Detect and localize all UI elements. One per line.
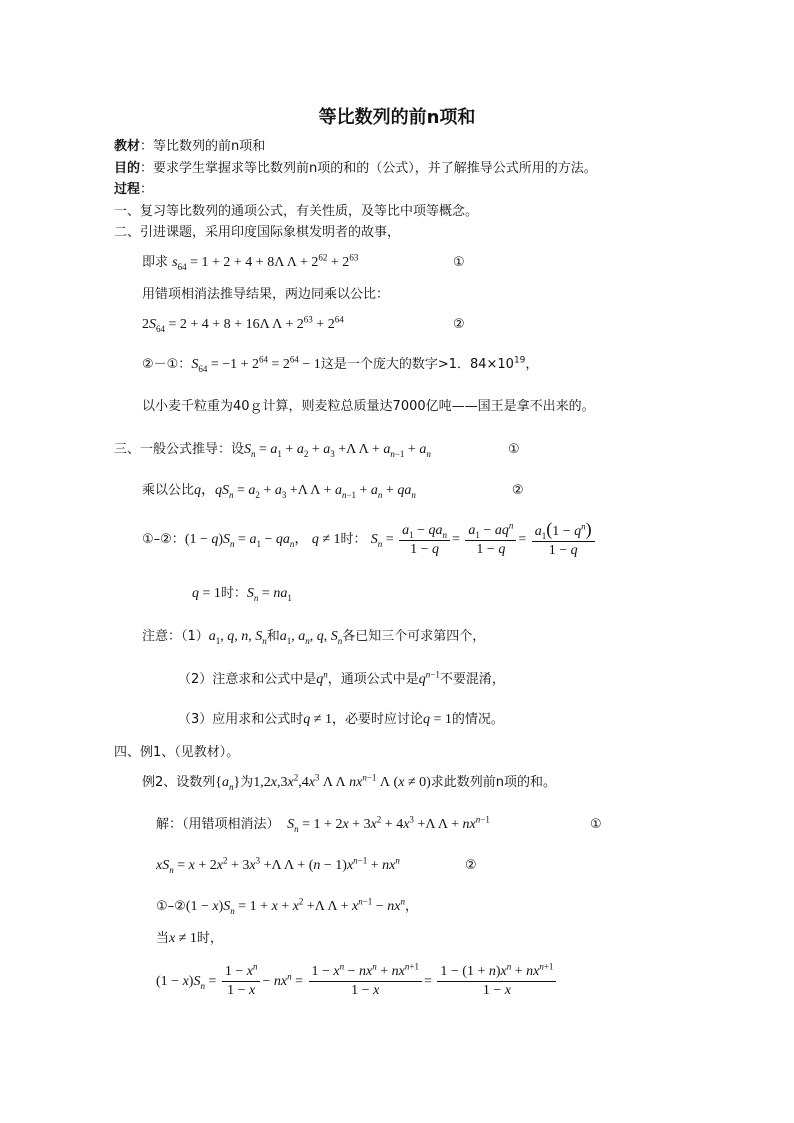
ex2-tag1: ① — [590, 817, 602, 832]
s2-line-e: 以小麦千粒重为40ｇ计算，则麦粒总质量达7000亿吨——国王是拿不出来的。 — [142, 399, 595, 414]
ex2-tag2: ② — [465, 858, 477, 873]
process-label: 过程 — [114, 182, 141, 197]
s3-note3 — [178, 711, 504, 729]
s2-line-d-formula: $S_{64} = -1 + 2^{64} = 2^{64} - 1$ — [191, 354, 321, 374]
material-line — [114, 138, 265, 156]
goal-text: ：要求学生掌握求等比数列前n项的和的（公式），并了解推导公式所用的方法。 — [140, 161, 597, 176]
s3-mult — [142, 482, 416, 500]
section-4: 四、例1、（见教材）。 — [114, 745, 240, 760]
s2-line-b: 用错项相消法推导结果，两边同乘以公比： — [142, 287, 390, 302]
ex2-sol-prefix: 解：（用错项相消法） — [156, 817, 280, 832]
s3-note3-b: ，必要时应讨论 — [331, 712, 423, 727]
s2-line-d-suffix: 这是一个庞大的数字>1．84×10 — [320, 357, 514, 372]
ex2-xsn — [156, 857, 400, 875]
process-line — [114, 181, 153, 199]
goal-label: 目的 — [114, 161, 141, 176]
section-3-prefix: 三、一般公式推导：设 — [114, 442, 245, 457]
s3-note2-c: 不要混淆， — [439, 672, 505, 687]
section-1: 一、复习等比数列的通项公式，有关性质，及等比中项等概念。 — [114, 204, 479, 219]
s3-sum-formula: $S_n$ = $\frac{a_1 - qa_n}{1 - q}$ = $\frac{a_1 - aq^n}{1 - q}$ = $\frac{a_1(1 - q^n)}{1 - q}$ — [371, 532, 597, 547]
s3-note2 — [178, 671, 505, 689]
s2-line-d-prefix: ②－①： — [142, 357, 192, 372]
material-label: 教材 — [114, 139, 141, 154]
ex2-final-formula: $(1 - x)S_n$ = $\frac{1 - x^n}{1 - x}$ − $nx^n$ = $\frac{1 - x^n - nx^n + nx^{n+1}}{1 - x}$ = $\frac{1 - (1 + n)x^n + nx^{n+1}}{1 - x}$ — [156, 974, 558, 989]
s3-note1-set1: $a_1$, q, n, $S_n$ — [208, 629, 267, 646]
s3-cond-text: 时： — [340, 532, 367, 548]
s2-eq2-tag: ② — [453, 317, 465, 332]
ex2-suffix: 求此数列前n项的和。 — [430, 775, 557, 790]
ex2-seq-name: $\{a_n\}$ — [215, 775, 241, 792]
ex2-prefix: 例2、设数列 — [142, 775, 216, 790]
s3-mult-prefix: 乘以公比 — [142, 483, 195, 498]
s3-diff — [142, 520, 597, 560]
s2-eq1-prefix: 即求 — [142, 255, 169, 270]
s3-note1-end: 各已知三个可求第四个， — [342, 629, 486, 644]
s3-eq1-tag: ① — [508, 442, 520, 457]
s2-eq2-formula: $2S_{64} = 2 + 4 + 8 + 16\Lambda$ $\Lambda + 2^{63} + 2^{64}$ — [142, 314, 344, 334]
s3-note2-qn1: $q^{n-1}$ — [418, 669, 440, 687]
ex2-cond — [156, 930, 223, 948]
s3-mult-formula: q，$qS_n = a_2 + a_3 +\Lambda$ $\Lambda + a_{n-1} + a_n + qa_n$ — [194, 483, 416, 500]
ex2-sol-formula: $S_n = 1 + 2x + 3x^2 + 4x^3 +\Lambda$ $\Lambda + nx^{n-1}$ — [283, 814, 490, 834]
ex2-final — [156, 962, 558, 1002]
s3-eq1-formula: $S_n = a_1 + a_2 + a_3 +\Lambda$ $\Lambda + a_{n-1} + a_n$ — [244, 442, 431, 459]
s3-note1-mid: 和 — [266, 629, 280, 644]
ex2-cond-prefix: 当 — [156, 931, 170, 946]
ex2-mid: 为 — [240, 775, 254, 790]
s3-note2-b: ，通项公式中是 — [327, 672, 419, 687]
s3-note2-a: （2）注意求和公式中是 — [178, 672, 317, 687]
s3-q1 — [192, 585, 292, 603]
s3-eq2-tag: ② — [512, 483, 524, 498]
page-title: 等比数列的前n项和 — [318, 107, 476, 128]
s3-q1-formula: $S_n = na_1$ — [246, 586, 292, 603]
s3-diff-formula: $(1 - q)S_n = a_1 - qa_n$， q ≠ 1 — [184, 532, 341, 550]
section-3 — [114, 441, 431, 459]
ex2-diff-prefix: ①–② — [156, 899, 186, 914]
material-text: ：等比数列的前n项和 — [140, 139, 266, 154]
s3-note1 — [142, 628, 485, 646]
ex2-xsn-formula: $xS_n = x + 2x^2 + 3x^3 +\Lambda$ $\Lambda + (n - 1)x^{n-1} + nx^n$ — [156, 855, 400, 875]
ex2-sol — [156, 816, 490, 834]
ex2-cond-suffix: 时， — [196, 931, 223, 946]
ex2-diff-formula: $(1 - x)S_n = 1 + x + x^2 +\Lambda$ $\Lambda + x^{n-1} - nx^n$ — [185, 896, 405, 916]
s3-note1-set2: $a_1$, $a_n$, q, $S_n$ — [279, 629, 343, 646]
s3-note3-a: （3）应用求和公式时 — [178, 712, 304, 727]
process-text: ： — [140, 182, 154, 197]
s3-q1-cond: q = 1 — [192, 586, 221, 601]
s2-eq1 — [142, 254, 358, 272]
s3-diff-prefix: ①–②： — [142, 532, 185, 548]
s2-exp19: 19 — [513, 355, 526, 366]
s2-eq1-formula: $s_{64} = 1 + 2 + 4 + 8\Lambda$ $\Lambda + 2^{62} + 2^{63}$ — [172, 252, 359, 272]
ex2-cond-formula: x ≠ 1 — [169, 931, 197, 946]
s3-q1-text: 时： — [220, 586, 247, 601]
s3-note-label: 注意：（1） — [142, 629, 209, 644]
s3-note3-qe1: q = 1 — [422, 712, 452, 727]
ex2-diff-end: ， — [404, 899, 418, 914]
goal-line — [114, 160, 597, 178]
ex2-diff — [156, 898, 418, 916]
s2-eq1-tag: ① — [453, 255, 465, 270]
s2-eq2 — [142, 316, 344, 334]
ex2-seq-terms: $1,2x,3x^2,4x^3$ Λ Λ $nx^{n-1}$ Λ (x ≠ 0) — [253, 772, 431, 790]
ex2-line — [142, 774, 556, 792]
s3-note3-c: 的情况。 — [451, 712, 504, 727]
section-2: 二、引进课题，采用印度国际象棋发明者的故事， — [114, 225, 401, 240]
s3-note3-qne1: q ≠ 1 — [303, 712, 332, 727]
s2-line-d — [142, 356, 538, 374]
s2-line-d-end: ， — [525, 357, 539, 372]
s3-note2-qn: $q^n$ — [316, 669, 328, 687]
